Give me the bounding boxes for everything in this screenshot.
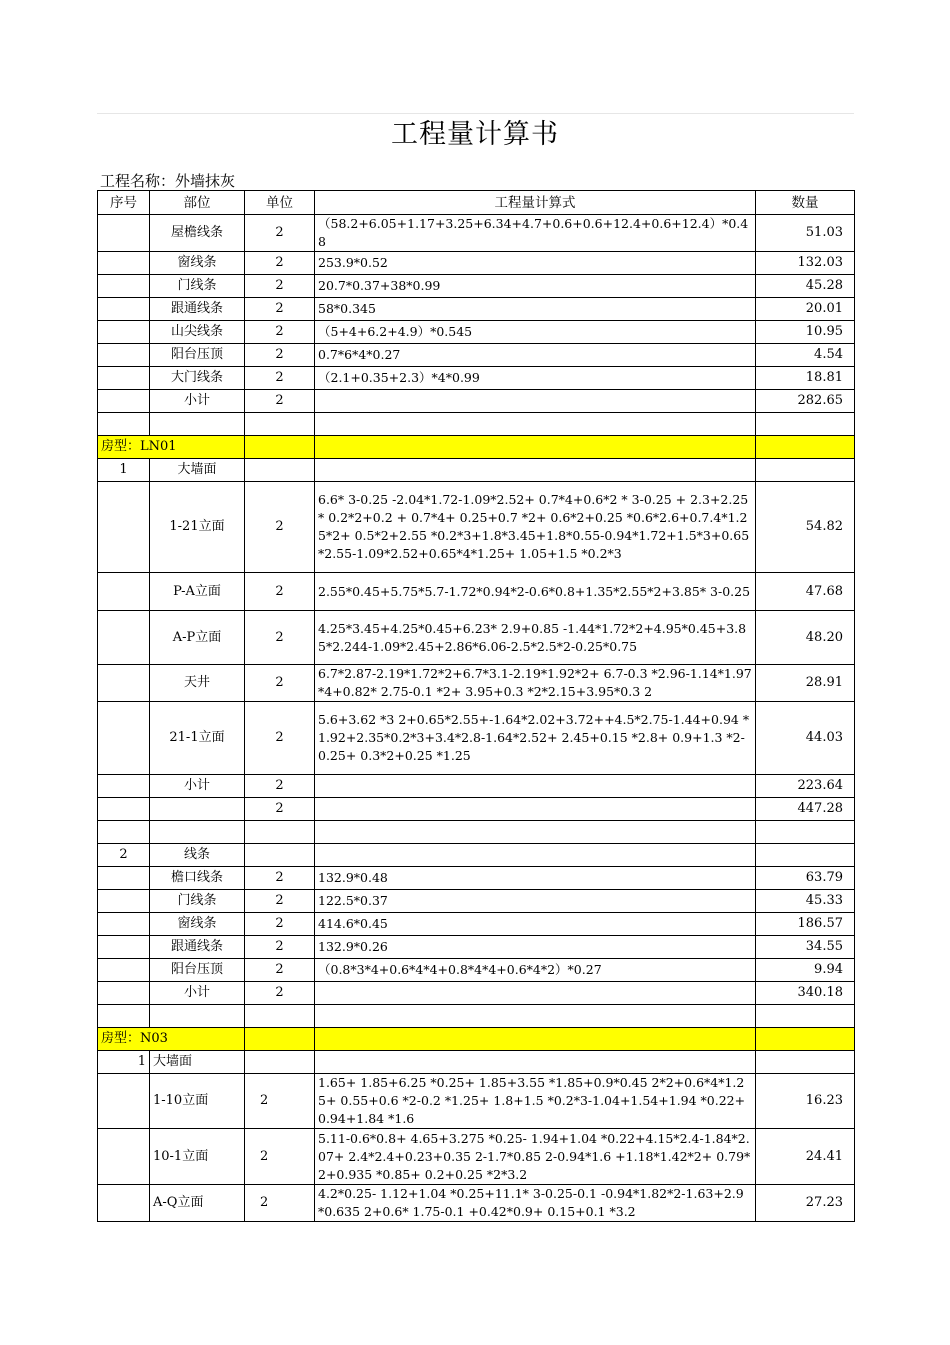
cell-formula: 2.55*0.45+5.75*5.7-1.72*0.94*2-0.6*0.8+1.35*2.55*2+3.85* 3-0.25 [315, 573, 756, 611]
cell-qty: 24.41 [756, 1129, 855, 1185]
cell-formula [315, 413, 756, 436]
cell-unit: 2 [245, 482, 315, 573]
table-row [98, 1005, 855, 1028]
cell-unit: 2 [245, 775, 315, 798]
cell-part: 线条 [150, 844, 245, 867]
cell-qty [756, 844, 855, 867]
cell-unit [245, 413, 315, 436]
cell-part: 门线条 [150, 890, 245, 913]
cell-part: 门线条 [150, 275, 245, 298]
house-row-qty-cell [756, 436, 855, 459]
cell-seq [98, 275, 150, 298]
cell-unit: 2 [245, 959, 315, 982]
cell-unit: 2 [245, 1129, 315, 1185]
cell-qty: 340.18 [756, 982, 855, 1005]
cell-part: 10-1立面 [150, 1129, 245, 1185]
cell-qty: 45.28 [756, 275, 855, 298]
cell-unit: 2 [245, 321, 315, 344]
cell-seq [98, 1129, 150, 1185]
cell-qty: 47.68 [756, 573, 855, 611]
cell-seq [98, 611, 150, 665]
house-row-formula-cell [315, 1028, 756, 1051]
cell-unit: 2 [245, 867, 315, 890]
house-type-row [98, 1028, 855, 1051]
cell-qty [756, 1051, 855, 1074]
table-row [98, 913, 855, 936]
table-row [98, 573, 855, 611]
cell-formula: 414.6*0.45 [315, 913, 756, 936]
cell-part: 山尖线条 [150, 321, 245, 344]
cell-seq [98, 959, 150, 982]
table-row [98, 298, 855, 321]
header-part: 部位 [150, 191, 245, 215]
cell-unit: 2 [245, 890, 315, 913]
cell-seq [98, 252, 150, 275]
cell-unit: 2 [245, 936, 315, 959]
header-formula: 工程量计算式 [315, 191, 756, 215]
cell-seq [98, 413, 150, 436]
cell-part: 1-10立面 [150, 1074, 245, 1129]
project-name: 工程名称：外墙抹灰 [100, 172, 236, 190]
cell-formula: （2.1+0.35+2.3）*4*0.99 [315, 367, 756, 390]
table-row [98, 798, 855, 821]
cell-qty: 132.03 [756, 252, 855, 275]
cell-part: P-A立面 [150, 573, 245, 611]
cell-qty [756, 821, 855, 844]
header-qty: 数量 [756, 191, 855, 215]
cell-formula: 1.65+ 1.85+6.25 *0.25+ 1.85+3.55 *1.85+0.9*0.45 2*2+0.6*4*1.25+ 0.55+0.6 *2-0.2 *1.25+ 1.8+1.5 *0.2*3-1.04+1.54+1.94 *0.22+ 0.94+1.84 *1.6 [315, 1074, 756, 1129]
quantity-table [97, 190, 855, 1222]
table-row [98, 413, 855, 436]
cell-seq: 1 [98, 1051, 150, 1074]
table-row [98, 390, 855, 413]
cell-formula [315, 390, 756, 413]
cell-part: 小计 [150, 775, 245, 798]
house-type-row [98, 436, 855, 459]
cell-unit [245, 821, 315, 844]
table-row [98, 867, 855, 890]
cell-seq [98, 867, 150, 890]
cell-seq [98, 982, 150, 1005]
cell-part: 窗线条 [150, 913, 245, 936]
cell-unit: 2 [245, 913, 315, 936]
cell-part: 窗线条 [150, 252, 245, 275]
cell-seq [98, 890, 150, 913]
cell-seq: 1 [98, 459, 150, 482]
table-row [98, 252, 855, 275]
house-row-formula-cell [315, 436, 756, 459]
cell-qty: 48.20 [756, 611, 855, 665]
cell-formula [315, 844, 756, 867]
cell-unit [245, 1005, 315, 1028]
cell-unit: 2 [245, 702, 315, 775]
cell-seq [98, 215, 150, 252]
cell-unit: 2 [245, 390, 315, 413]
cell-formula: 6.7*2.87-2.19*1.72*2+6.7*3.1-2.19*1.92*2+ 6.7-0.3 *2.96-1.14*1.97*4+0.82* 2.75-0.1 *2+ 3.95+0.3 *2*2.15+3.95*0.3 2 [315, 665, 756, 702]
house-type-label: 房型：N03 [98, 1028, 245, 1051]
cell-part: 小计 [150, 982, 245, 1005]
cell-part: 阳台压顶 [150, 959, 245, 982]
cell-part: 屋檐线条 [150, 215, 245, 252]
cell-part: 小计 [150, 390, 245, 413]
cell-formula [315, 798, 756, 821]
cell-unit: 2 [245, 665, 315, 702]
cell-qty: 9.94 [756, 959, 855, 982]
cell-seq [98, 821, 150, 844]
cell-formula [315, 821, 756, 844]
cell-qty [756, 459, 855, 482]
table-row [98, 482, 855, 573]
cell-part: 跟通线条 [150, 298, 245, 321]
cell-formula: 132.9*0.48 [315, 867, 756, 890]
cell-qty: 51.03 [756, 215, 855, 252]
table-row [98, 844, 855, 867]
cell-part: 天井 [150, 665, 245, 702]
cell-part [150, 798, 245, 821]
house-row-qty-cell [756, 1028, 855, 1051]
cell-formula: 132.9*0.26 [315, 936, 756, 959]
cell-seq [98, 344, 150, 367]
cell-part: 1-21立面 [150, 482, 245, 573]
table-row [98, 775, 855, 798]
cell-seq [98, 775, 150, 798]
cell-qty: 54.82 [756, 482, 855, 573]
cell-unit: 2 [245, 298, 315, 321]
header-seq: 序号 [98, 191, 150, 215]
cell-qty: 16.23 [756, 1074, 855, 1129]
cell-formula: 5.6+3.62 *3 2+0.65*2.55+-1.64*2.02+3.72++4.5*2.75-1.44+0.94 *1.92+2.35*0.2*3+3.4*2.8-1.64*2.52+ 2.45+0.15 *2.8+ 0.9+1.3 *2-0.25+ 0.3*2+0.25 *1.25 [315, 702, 756, 775]
house-row-unit-cell [245, 436, 315, 459]
cell-seq [98, 367, 150, 390]
cell-seq [98, 702, 150, 775]
cell-unit: 2 [245, 1074, 315, 1129]
cell-part: 阳台压顶 [150, 344, 245, 367]
cell-part: 大门线条 [150, 367, 245, 390]
cell-formula: 4.2*0.25- 1.12+1.04 *0.25+11.1* 3-0.25-0.1 -0.94*1.82*2-1.63+2.9 *0.635 2+0.6* 1.75-0.1 +0.42*0.9+ 0.15+0.1 *3.2 [315, 1185, 756, 1222]
cell-seq [98, 321, 150, 344]
cell-qty: 28.91 [756, 665, 855, 702]
table-row [98, 275, 855, 298]
table-row [98, 321, 855, 344]
cell-formula [315, 1051, 756, 1074]
cell-formula: 0.7*6*4*0.27 [315, 344, 756, 367]
table-row [98, 1129, 855, 1185]
table-row [98, 959, 855, 982]
cell-unit: 2 [245, 611, 315, 665]
cell-seq [98, 913, 150, 936]
cell-seq [98, 482, 150, 573]
table-row [98, 936, 855, 959]
cell-unit: 2 [245, 1185, 315, 1222]
cell-part: 跟通线条 [150, 936, 245, 959]
cell-qty: 282.65 [756, 390, 855, 413]
cell-formula: 20.7*0.37+38*0.99 [315, 275, 756, 298]
table-row [98, 821, 855, 844]
cell-qty [756, 1005, 855, 1028]
house-type-label: 房型：LN01 [98, 436, 245, 459]
cell-qty: 186.57 [756, 913, 855, 936]
cell-formula: 58*0.345 [315, 298, 756, 321]
table-row [98, 890, 855, 913]
header-unit: 单位 [245, 191, 315, 215]
table-row [98, 611, 855, 665]
cell-qty: 223.64 [756, 775, 855, 798]
cell-unit: 2 [245, 982, 315, 1005]
table-header-row [98, 191, 855, 215]
cell-qty: 63.79 [756, 867, 855, 890]
cell-part: A-P立面 [150, 611, 245, 665]
cell-formula: 4.25*3.45+4.25*0.45+6.23* 2.9+0.85 -1.44*1.72*2+4.95*0.45+3.85*2.244-1.09*2.45+2.86*6.06-2.5*2.5*2-0.25*0.75 [315, 611, 756, 665]
cell-unit [245, 459, 315, 482]
cell-unit: 2 [245, 215, 315, 252]
cell-qty [756, 413, 855, 436]
table-row [98, 1185, 855, 1222]
cell-part [150, 413, 245, 436]
cell-seq [98, 390, 150, 413]
cell-unit: 2 [245, 798, 315, 821]
cell-part [150, 821, 245, 844]
cell-part: A-Q立面 [150, 1185, 245, 1222]
cell-formula: （58.2+6.05+1.17+3.25+6.34+4.7+0.6+0.6+12.4+0.6+12.4）*0.48 [315, 215, 756, 252]
cell-unit: 2 [245, 367, 315, 390]
cell-part: 大墙面 [150, 1051, 245, 1074]
cell-formula: （0.8*3*4+0.6*4*4+0.8*4*4+0.6*4*2）*0.27 [315, 959, 756, 982]
cell-seq [98, 1074, 150, 1129]
cell-qty: 27.23 [756, 1185, 855, 1222]
cell-seq [98, 665, 150, 702]
table-row [98, 459, 855, 482]
cell-qty: 44.03 [756, 702, 855, 775]
table-row [98, 344, 855, 367]
table-row [98, 702, 855, 775]
cell-seq [98, 798, 150, 821]
cell-part: 21-1立面 [150, 702, 245, 775]
cell-formula [315, 982, 756, 1005]
table-row [98, 1051, 855, 1074]
cell-qty: 447.28 [756, 798, 855, 821]
cell-qty: 45.33 [756, 890, 855, 913]
cell-formula: 122.5*0.37 [315, 890, 756, 913]
cell-unit [245, 1051, 315, 1074]
cell-formula: 6.6* 3-0.25 -2.04*1.72-1.09*2.52+ 0.7*4+0.6*2 * 3-0.25 + 2.3+2.25 * 0.2*2+0.2 + 0.7*4+ 0.25+0.7 *2+ 0.6*2+0.25 *0.6*2.6+0.7.4*1.25*2+ 0.5*2+2.55 *0.2*3+1.8*3.45+1.8*0.55-0.94*1.72+1.5*3+0.65*2.55-1.09*2.52+0.65*4*1.25+ 1.05+1.5 *0.2*3 [315, 482, 756, 573]
cell-part: 大墙面 [150, 459, 245, 482]
page-title: 工程量计算书 [391, 119, 559, 150]
cell-formula: （5+4+6.2+4.9）*0.545 [315, 321, 756, 344]
cell-unit: 2 [245, 344, 315, 367]
cell-part: 檐口线条 [150, 867, 245, 890]
table-row [98, 665, 855, 702]
cell-qty: 10.95 [756, 321, 855, 344]
cell-qty: 34.55 [756, 936, 855, 959]
cell-seq [98, 1185, 150, 1222]
cell-seq [98, 298, 150, 321]
cell-formula [315, 459, 756, 482]
cell-seq [98, 573, 150, 611]
table-row [98, 215, 855, 252]
cell-qty: 4.54 [756, 344, 855, 367]
cell-part [150, 1005, 245, 1028]
cell-unit: 2 [245, 275, 315, 298]
cell-unit [245, 844, 315, 867]
cell-seq [98, 1005, 150, 1028]
cell-seq: 2 [98, 844, 150, 867]
table-row [98, 367, 855, 390]
house-row-unit-cell [245, 1028, 315, 1051]
cell-formula [315, 775, 756, 798]
cell-formula [315, 1005, 756, 1028]
table-row [98, 982, 855, 1005]
cell-qty: 20.01 [756, 298, 855, 321]
cell-unit: 2 [245, 573, 315, 611]
cell-formula: 253.9*0.52 [315, 252, 756, 275]
cell-qty: 18.81 [756, 367, 855, 390]
cell-seq [98, 936, 150, 959]
cell-formula: 5.11-0.6*0.8+ 4.65+3.275 *0.25- 1.94+1.04 *0.22+4.15*2.4-1.84*2.07+ 2.4*2.4+0.23+0.35 2-1.7*0.85 2-0.94*1.6 +1.18*1.42*2+ 0.79*2+0.935 *0.85+ 0.2+0.25 *2*3.2 [315, 1129, 756, 1185]
table-row [98, 1074, 855, 1129]
cell-unit: 2 [245, 252, 315, 275]
